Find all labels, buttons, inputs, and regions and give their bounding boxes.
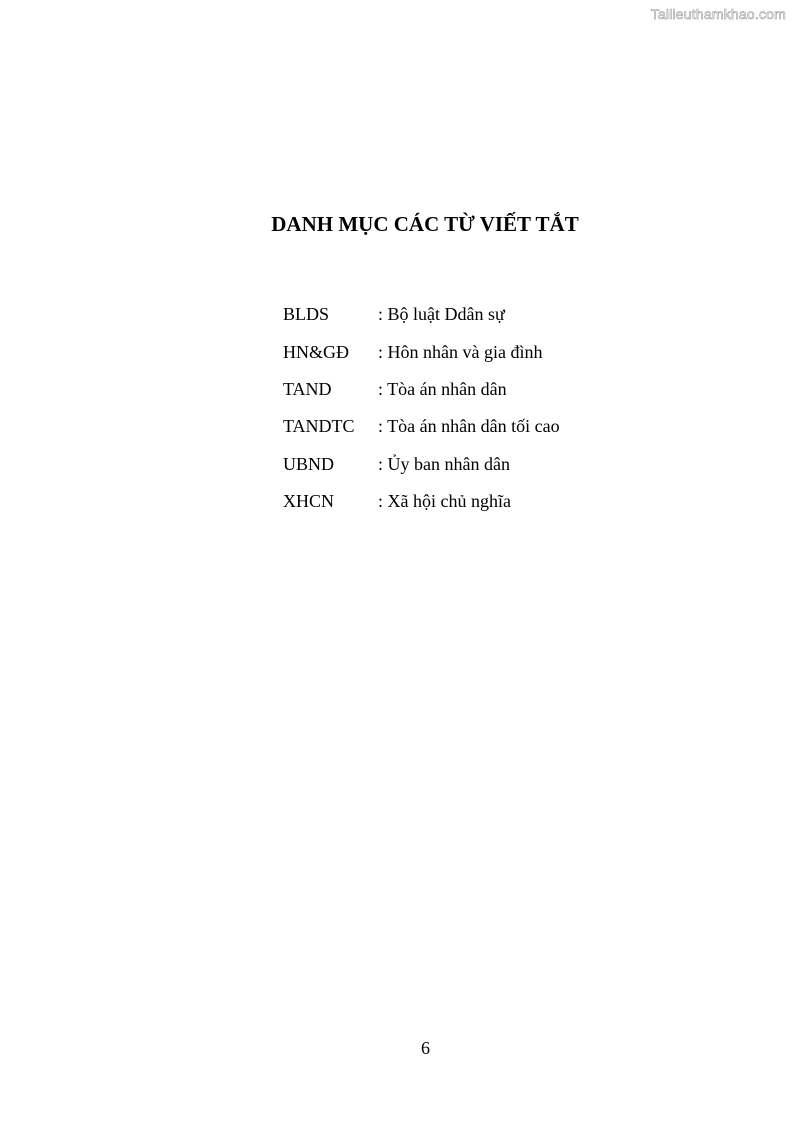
abbreviation-term: BLDS <box>283 304 330 325</box>
watermark: Tailieuthamkhao.com <box>650 6 786 22</box>
page-number: 6 <box>421 1038 430 1058</box>
abbreviation-definition: : Bộ luật Ddân sự <box>378 304 505 325</box>
abbreviation-term: XHCN <box>283 491 335 512</box>
abbreviation-term: TANDTC <box>283 416 355 437</box>
abbreviation-definition: : Xã hội chủ nghĩa <box>378 491 511 512</box>
abbreviation-definition: : Ủy ban nhân dân <box>378 453 510 474</box>
abbreviation-definition: : Tòa án nhân dân <box>378 378 507 399</box>
abbreviation-row <box>283 408 560 445</box>
abbreviation-row <box>283 371 560 408</box>
abbreviation-list <box>283 296 560 520</box>
abbreviation-definition: : Tòa án nhân dân tối cao <box>378 416 560 437</box>
abbreviation-term: HN&GĐ <box>283 341 349 362</box>
abbreviation-row <box>283 333 560 370</box>
abbreviation-row <box>283 483 560 520</box>
abbreviation-term: UBND <box>283 453 335 474</box>
abbreviation-term: TAND <box>283 378 332 399</box>
abbreviation-row <box>283 296 560 333</box>
page-title: DANH MỤC CÁC TỪ VIẾT TẮT <box>271 212 579 236</box>
abbreviation-row <box>283 446 560 483</box>
abbreviation-definition: : Hôn nhân và gia đình <box>378 341 543 362</box>
